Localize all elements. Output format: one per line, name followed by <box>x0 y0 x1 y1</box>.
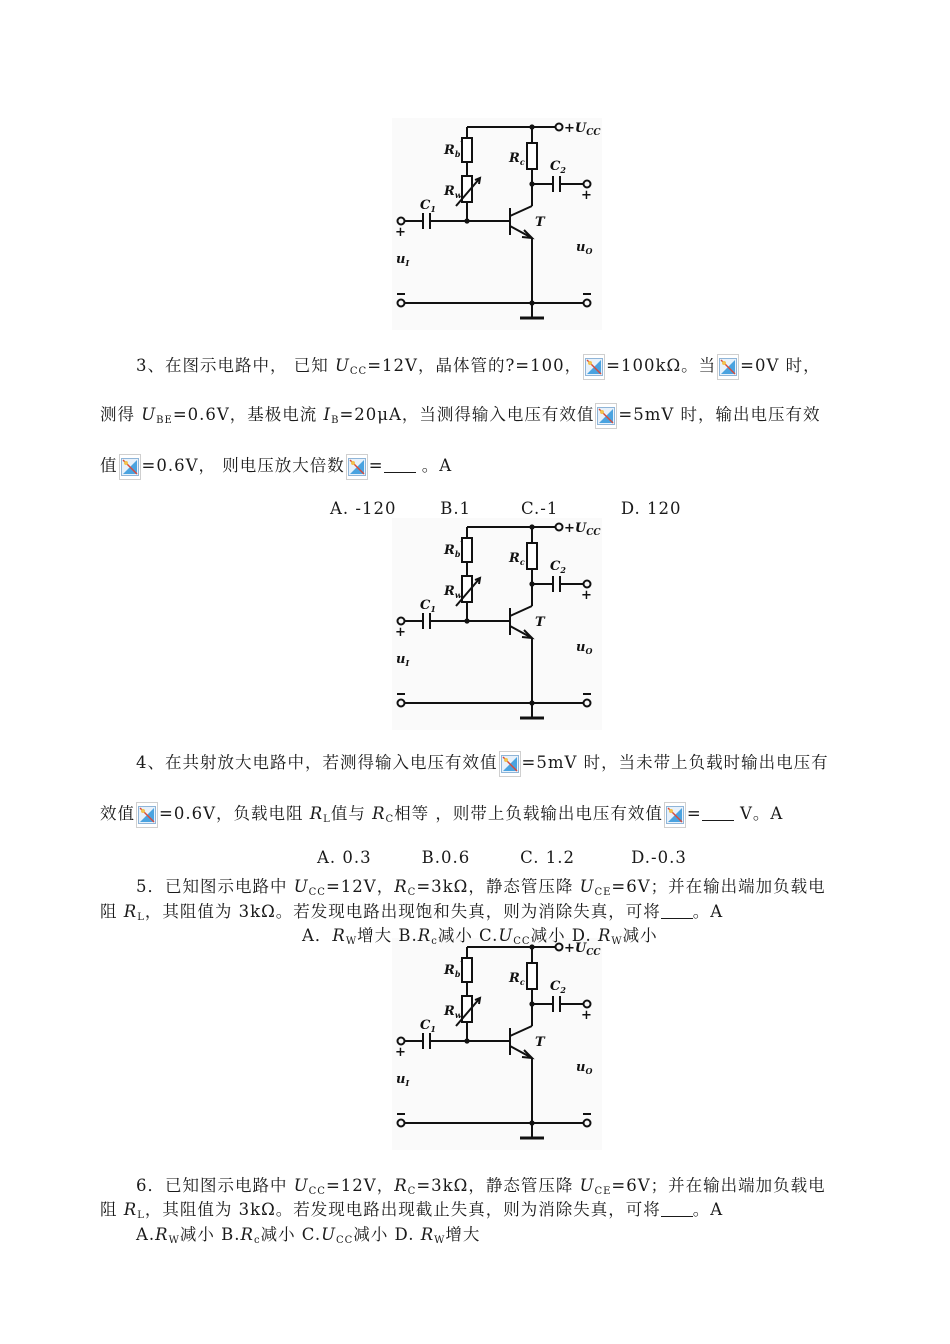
t-label: T <box>535 1035 545 1050</box>
q6-options: $A.R_W$减小 $B.R_c$减小 $C.U_{CC}$减小 D. $R_W$增大 <box>136 1225 481 1246</box>
rw-label: $R_w$ <box>444 184 462 200</box>
q3-line-2: 测得 $U_{BE}=0.6V$，基极电流 $I_B=20\mu A$，当测得输入电压有效值 =5mV 时，输出电压有效 <box>100 401 821 429</box>
uo-label: $u_O$ <box>576 640 593 656</box>
rw-label: $R_w$ <box>444 584 462 600</box>
ui-label: $u_I$ <box>396 652 410 668</box>
broken-image-icon <box>136 802 158 828</box>
c2-label: $C_2$ <box>550 559 566 575</box>
broken-image-icon <box>595 403 617 429</box>
broken-image-icon <box>664 802 686 828</box>
q4-line-1: 4、在共射放大电路中，若测得输入电压有效值 =5mV 时，当未带上负载时输出电压有 <box>136 749 829 777</box>
broken-image-icon <box>499 751 521 777</box>
ui-label: $u_I$ <box>396 1072 410 1088</box>
circuit-svg <box>392 118 602 330</box>
q3-options: A. -120 B.1 C.-1 D. 120 <box>330 499 682 518</box>
q3-line-1: 3、在图示电路中， 已知 $U_{CC}=12V$，晶体管的?=100， =100kΩ。当 =0V 时， <box>136 352 821 380</box>
circuit-diagram-2 <box>392 518 602 730</box>
c1-label: $C_1$ <box>420 598 436 614</box>
q5-line-2: 阻 $R_L$，其阻值为 3kΩ。若发现电路出现饱和失真，则为消除失真，可将 。A <box>100 902 724 923</box>
circuit-diagram-1 <box>392 118 602 330</box>
rc-label: $R_c$ <box>509 971 525 987</box>
ucc-label: $+U_{CC}$ <box>564 121 601 138</box>
broken-image-icon <box>119 454 141 480</box>
output-plus-label: + <box>581 588 592 603</box>
input-plus-label: + <box>395 625 406 640</box>
rb-label: $R_b'$ <box>444 140 463 159</box>
broken-image-icon <box>717 354 739 380</box>
q4-options: A. 0.3 B.0.6 C. 1.2 D.-0.3 <box>317 848 687 867</box>
circuit-svg <box>392 518 602 730</box>
broken-image-icon <box>346 454 368 480</box>
broken-image-icon <box>583 354 605 380</box>
answer-blank <box>661 1202 693 1217</box>
ucc-label: $+U_{CC}$ <box>564 521 601 538</box>
answer-blank <box>384 458 416 473</box>
c1-label: $C_1$ <box>420 198 436 214</box>
c2-label: $C_2$ <box>550 979 566 995</box>
ui-label: $u_I$ <box>396 252 410 268</box>
t-label: T <box>535 615 545 630</box>
q5-options: A．$R_W$增大 $B.R_c$减小 $C.U_{CC}$减小 D. $R_W$减小 <box>302 926 658 947</box>
answer-blank <box>661 904 693 919</box>
c2-label: $C_2$ <box>550 159 566 175</box>
rc-label: $R_c$ <box>509 551 525 567</box>
circuit-svg <box>392 938 602 1150</box>
q4-line-2: 效值 =0.6V，负载电阻 $R_L$值与 $R_C$相等 ，则带上负载输出电压有效值 = V。A <box>100 800 783 828</box>
q6-line-1: 6．已知图示电路中 $U_{CC}=12V$，$R_C=3k\Omega$，静态管压降 $U_{CE}=6V$；并在输出端加负载电 <box>136 1176 826 1197</box>
answer-blank <box>702 806 734 821</box>
rb-label: $R_b'$ <box>444 960 463 979</box>
t-label: T <box>535 215 545 230</box>
output-plus-label: + <box>581 1008 592 1023</box>
input-plus-label: + <box>395 225 406 240</box>
output-plus-label: + <box>581 188 592 203</box>
input-plus-label: + <box>395 1045 406 1060</box>
rw-label: $R_w$ <box>444 1004 462 1020</box>
rc-label: $R_c$ <box>509 151 525 167</box>
uo-label: $u_O$ <box>576 1060 593 1076</box>
q6-line-2: 阻 $R_L$，其阻值为 3kΩ。若发现电路出现截止失真，则为消除失真，可将 。A <box>100 1200 724 1221</box>
uo-label: $u_O$ <box>576 240 593 256</box>
rb-label: $R_b'$ <box>444 540 463 559</box>
q5-line-1: 5．已知图示电路中 $U_{CC}=12V$，$R_C=3k\Omega$，静态管压降 $U_{CE}=6V$；并在输出端加负载电 <box>136 877 826 898</box>
q3-line-3: 值 =0.6V， 则电压放大倍数 = 。A <box>100 452 452 480</box>
circuit-diagram-3 <box>392 938 602 1150</box>
ucc-label: $+U_{CC}$ <box>564 941 601 958</box>
c1-label: $C_1$ <box>420 1018 436 1034</box>
